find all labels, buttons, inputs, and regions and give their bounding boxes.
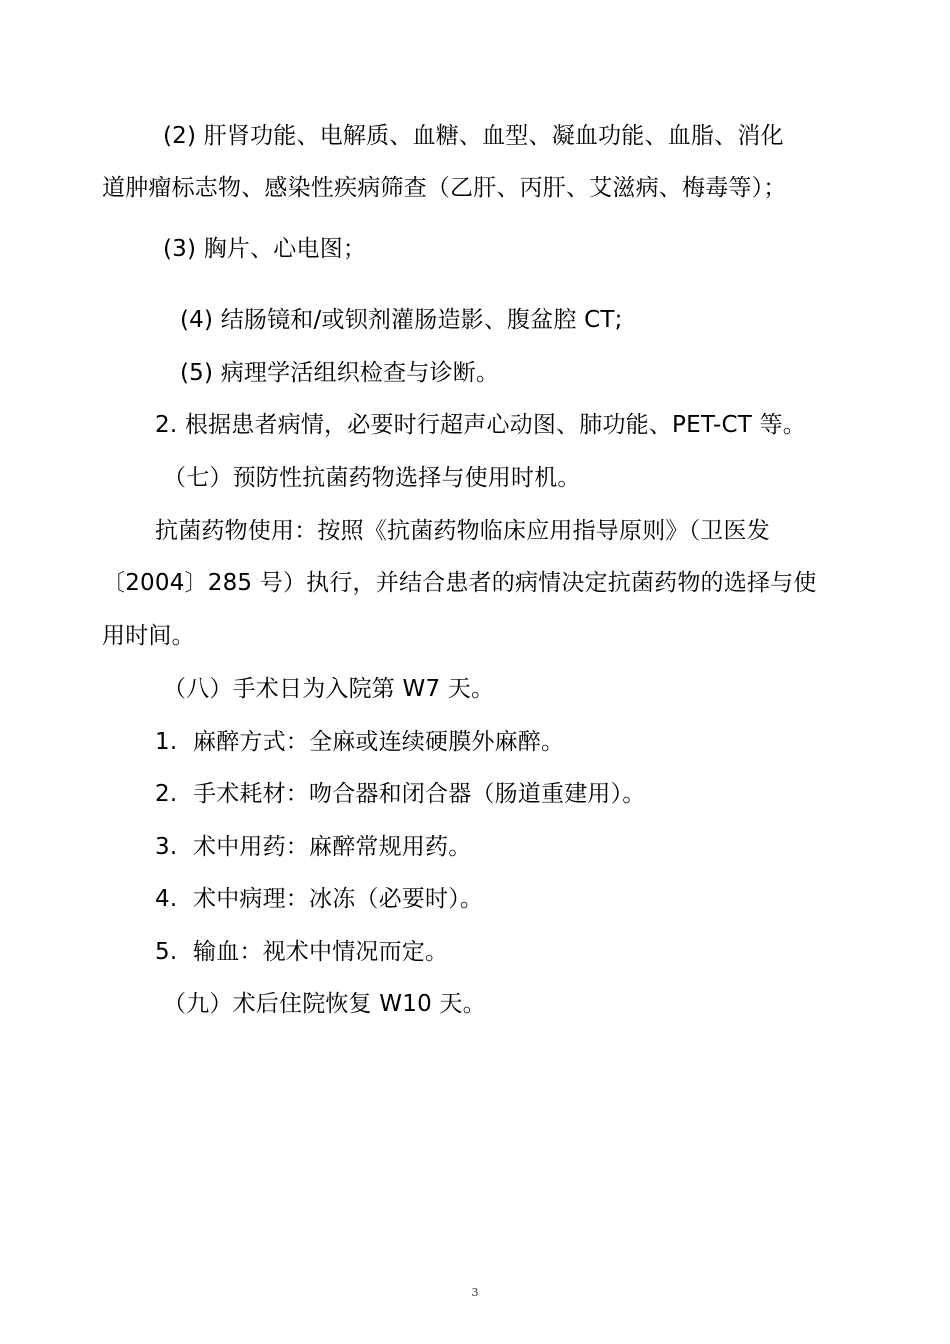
list-item-text: 手术耗材：吻合器和闭合器（肠道重建用）。 <box>193 781 646 807</box>
section-8-heading: （八）手术日为入院第 W7 天。 <box>163 676 495 702</box>
antibiotic-para-line-1: 抗菌药物使用：按照《抗菌药物临床应用指导原则》（卫医发 <box>155 518 770 544</box>
section-7-heading: （七）预防性抗菌药物选择与使用时机。 <box>163 465 581 491</box>
optional-exams: 2. 根据患者病情，必要时行超声心动图、肺功能、PET-CT 等。 <box>155 412 806 438</box>
exam-item-3: (3) 胸片、心电图； <box>163 236 367 262</box>
exam-item-4: (4) 结肠镜和/或钡剂灌肠造影、腹盆腔 CT; <box>180 307 623 333</box>
list-item-number: 5. <box>155 939 178 965</box>
list-item-text: 输血：视术中情况而定。 <box>193 939 449 965</box>
list-item-number: 2. <box>155 781 178 807</box>
list-item-number: 1. <box>155 729 178 755</box>
exam-item-2-line-2: 道肿瘤标志物、感染性疾病筛查（乙肝、丙肝、艾滋病、梅毒等）； <box>102 175 787 201</box>
antibiotic-para-line-3: 用时间。 <box>102 623 195 649</box>
list-item-text: 麻醉方式：全麻或连续硬膜外麻醉。 <box>193 729 565 755</box>
list-item <box>155 832 471 862</box>
list-item <box>155 779 646 809</box>
page-number: 3 <box>471 1286 479 1299</box>
section-9-heading: （九）术后住院恢复 W10 天。 <box>163 991 486 1017</box>
list-item <box>155 727 564 757</box>
list-item-number: 4. <box>155 886 178 912</box>
exam-item-5: (5) 病理学活组织检查与诊断。 <box>180 360 500 386</box>
list-item <box>155 884 483 914</box>
exam-item-2-line-1: (2) 肝肾功能、电解质、血糖、血型、凝血功能、血脂、消化 <box>163 123 784 149</box>
list-item-number: 3. <box>155 834 178 860</box>
list-item-text: 术中病理：冰冻（必要时）。 <box>193 886 484 912</box>
antibiotic-para-line-2: 〔2004〕285 号）执行，并结合患者的病情决定抗菌药物的选择与使 <box>102 570 817 596</box>
list-item <box>155 937 448 967</box>
list-item-text: 术中用药：麻醉常规用药。 <box>193 834 472 860</box>
